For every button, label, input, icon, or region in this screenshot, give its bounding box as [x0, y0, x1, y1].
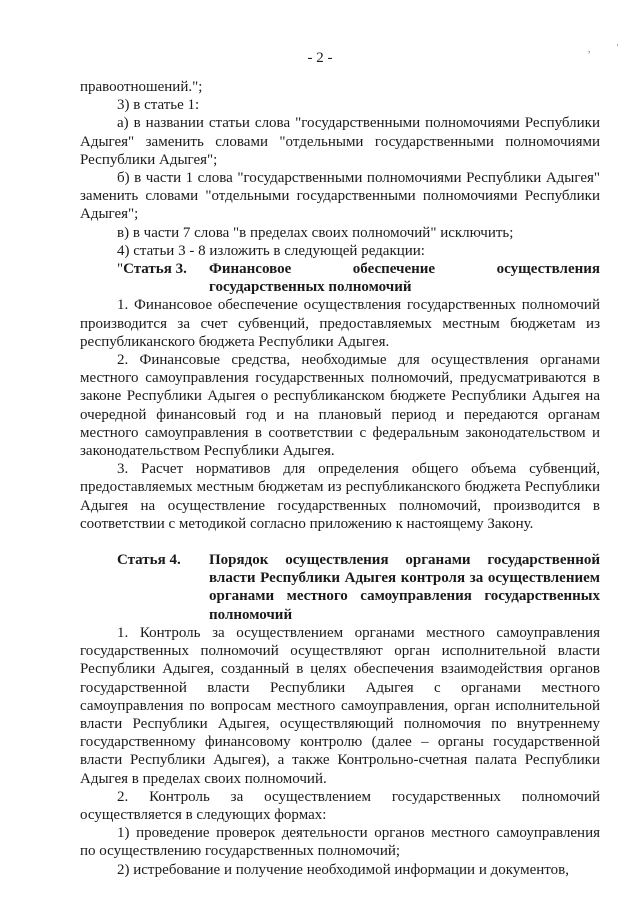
document-body	[80, 78, 600, 879]
article-4-item: 2. Контроль за осуществлением государственных полномочий осуществляется в следующих формах:	[80, 788, 600, 823]
article-3-item: 1. Финансовое обеспечение осуществления государственных полномочий производится за счет субвенций, предоставляемых местным бюджетам из республиканского бюджета Республики Адыгея.	[80, 297, 600, 350]
article-3-title: Финансовое обеспечение осуществления государственных полномочий	[209, 261, 600, 296]
paragraph: 4) статьи 3 - 8 изложить в следующей редакции:	[117, 242, 425, 259]
article-4-title: Порядок осуществления органами государственной власти Республики Адыгея контроля за осуществлением органами местного самоуправления государственных полномочий	[209, 552, 600, 623]
page-number: - 2 -	[307, 50, 333, 66]
paragraph: 3) в статье 1:	[117, 97, 200, 114]
article-4-item: 1. Контроль за осуществлением органами местного самоуправления государственных полномочий осуществляют орган исполнительной власти Республики Адыгея, созданный в целях обеспечения взаимодействия органов государственной власти Республики Адыгея с органами местного самоуправления по вопросам местного самоуправления, орган исполнительной власти Республики Адыгея, осуществляющий полномочия по внутреннему государственному финансовому контролю (далее – органы государственной власти Республики Адыгея), а также Контрольно-счетная палата Республики Адыгея в пределах своих полномочий.	[80, 624, 600, 787]
article-4-heading	[117, 551, 600, 624]
scan-mark: ·	[616, 40, 619, 50]
article-4-item: 2) истребование и получение необходимой информации и документов,	[117, 861, 569, 878]
paragraph: правоотношений.";	[80, 79, 203, 95]
article-4-label: Статья 4.	[117, 552, 181, 569]
paragraph: а) в названии статьи слова "государственными полномочиями Республики Адыгея" заменить словами "отдельными государственными полномочиями Республики Адыгея";	[80, 115, 600, 168]
article-3-heading	[117, 260, 600, 296]
article-3-item: 3. Расчет нормативов для определения общего объема субвенций, предоставляемых местным бюджетам из республиканского бюджета Республики Адыгея на осуществление государственных полномочий, производится в соответствии с методикой согласно приложению к настоящему Закону.	[80, 461, 600, 532]
article-4-item: 1) проведение проверок деятельности органов местного самоуправления по осуществлению государственных полномочий;	[80, 825, 600, 860]
paragraph: б) в части 1 слова "государственными полномочиями Республики Адыгея" заменить словами "отдельными государственными полномочиями Республики Адыгея";	[80, 170, 600, 223]
paragraph: в) в части 7 слова "в пределах своих полномочий" исключить;	[117, 224, 514, 241]
article-3-item: 2. Финансовые средства, необходимые для осуществления органами местного самоуправления государственных полномочий, предусматриваются в законе Республики Адыгея о республиканском бюджете Республики Адыгея на очередной финансовый год и на плановый период и передаются органам местного самоуправления в соответствии с федеральным законодательством и законодательством Республики Адыгея.	[80, 352, 600, 460]
article-3-label: "Статья 3.	[117, 261, 187, 278]
scan-mark: ,	[588, 44, 591, 54]
